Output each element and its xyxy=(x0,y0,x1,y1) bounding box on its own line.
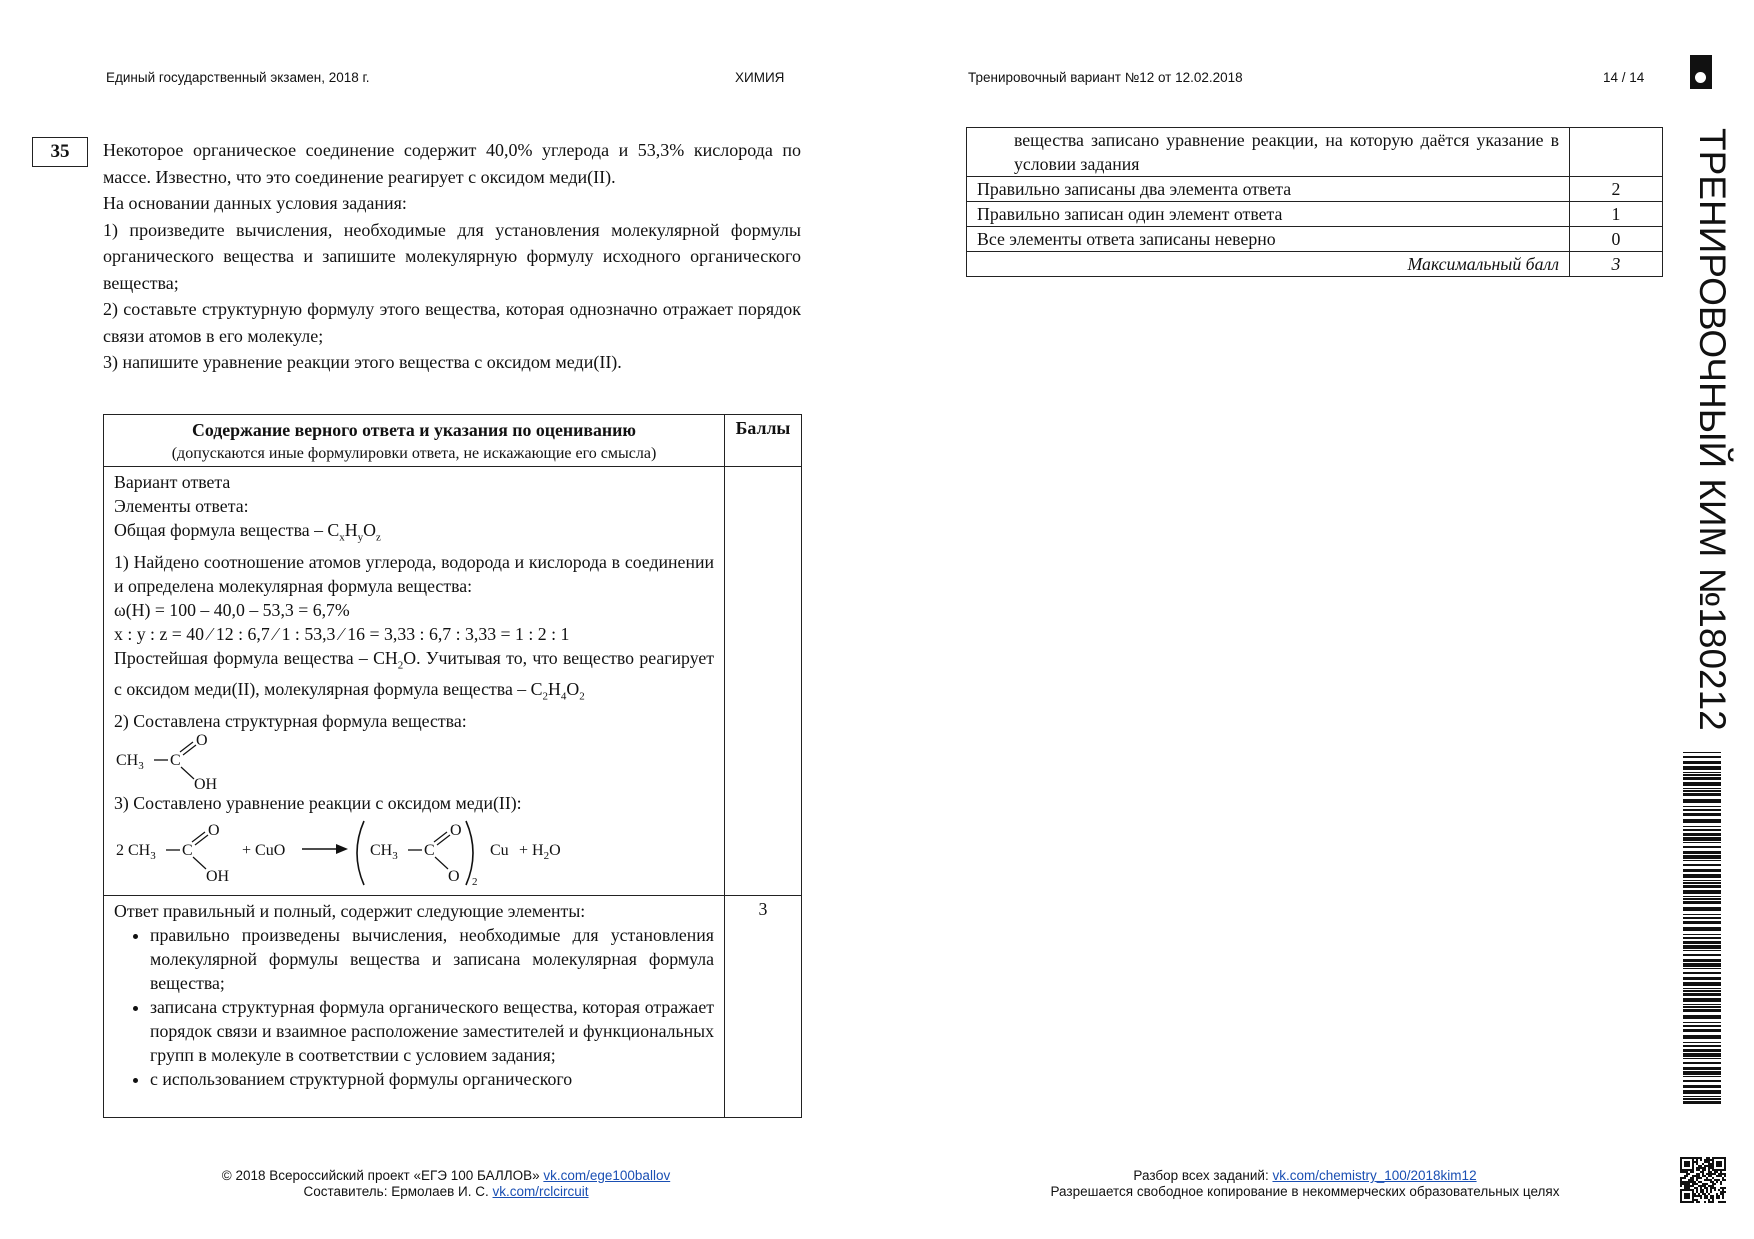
score-row-text: Правильно записан один элемент ответа xyxy=(967,202,1570,227)
task-paragraph: 2) составьте структурную формулу этого вещества, которая однозначно отражает порядок связи атомов в его молекуле; xyxy=(103,299,801,346)
corner-marker xyxy=(1690,55,1712,89)
task-paragraph: На основании данных условия задания: xyxy=(103,193,407,213)
continuation-text: вещества записано уравнение реакции, на которую даётся указание в условии задания xyxy=(967,128,1570,177)
qr-code xyxy=(1680,1157,1726,1203)
continuation-points xyxy=(1570,128,1663,177)
analysis-text: Разбор всех заданий: xyxy=(1133,1168,1269,1183)
points-header: Баллы xyxy=(725,415,802,467)
svg-text:C: C xyxy=(170,751,181,769)
svg-text:2: 2 xyxy=(472,875,478,887)
ege-link[interactable]: vk.com/ege100ballov xyxy=(543,1168,671,1183)
svg-text:C: C xyxy=(182,841,193,859)
answer-header-title: Содержание верного ответа и указания по оцениванию xyxy=(192,420,636,440)
svg-text:+ CuO: + CuO xyxy=(242,841,286,859)
scoring-table xyxy=(966,127,1663,277)
answer-table xyxy=(103,414,802,1118)
criteria-item: • правильно произведены вычисления, необходимые для установления молекулярной формулы вещества и записана молекулярная формула вещества; xyxy=(150,923,714,995)
svg-text:OH: OH xyxy=(206,867,230,885)
barcode xyxy=(1683,752,1721,1102)
score-row-points: 0 xyxy=(1570,227,1663,252)
step2-text: 2) Составлена структурная формула вещества: xyxy=(114,710,467,731)
svg-text:O: O xyxy=(208,821,220,839)
page-number: 14 / 14 xyxy=(1603,70,1645,85)
task-paragraph: 1) произведите вычисления, необходимые для установления молекулярной формулы органического вещества и запишите молекулярную формулу исходного органического вещества; xyxy=(103,219,801,293)
copyright-text: © 2018 Всероссийский проект «ЕГЭ 100 БАЛЛОВ» xyxy=(221,1168,540,1183)
answer-content-cell xyxy=(104,467,725,896)
svg-text:CH3: $CH_3$ xyxy=(370,841,398,862)
step1-text: 1) Найдено соотношение атомов углерода, водорода и кислорода в соединении и определена молекулярная формула вещества: xyxy=(114,551,714,596)
author-text: Составитель: Ермолаев И. С. xyxy=(303,1184,489,1199)
task-paragraph: Некоторое органическое соединение содержит 40,0% углерода и 53,3% кислорода по массе. Известно, что это соединение реагирует с оксидом меди(II). xyxy=(103,140,801,187)
footer-left xyxy=(160,1168,732,1200)
exam-title: Единый государственный экзамен, 2018 г. xyxy=(106,70,370,85)
task-statement xyxy=(103,137,801,376)
max-score-value: 3 xyxy=(1570,252,1663,277)
criteria-item: • с использованием структурной формулы органического xyxy=(150,1067,714,1091)
score-row-text: Правильно записаны два элемента ответа xyxy=(967,177,1570,202)
svg-text:C: C xyxy=(424,841,435,859)
svg-text:O: O xyxy=(448,867,460,885)
structural-formula xyxy=(114,733,314,791)
svg-text:Cu: Cu xyxy=(490,841,509,859)
elements-label: Элементы ответа: xyxy=(114,496,249,516)
variant-label: Вариант ответа xyxy=(114,472,231,492)
general-formula: Общая формула вещества – $C_xH_yO_z$ xyxy=(114,520,381,544)
score-row-text: Все элементы ответа записаны неверно xyxy=(967,227,1570,252)
criteria-item: • записана структурная формула органического вещества, которая отражает порядок связи и взаимное расположение заместителей и функциональных групп в молекуле в соответствии с условием задания; xyxy=(150,995,714,1067)
variant-title: Тренировочный вариант №12 от 12.02.2018 xyxy=(968,70,1243,85)
max-score-label: Максимальный балл xyxy=(967,252,1570,277)
criteria-points: 3 xyxy=(725,895,802,1117)
svg-text:O: O xyxy=(450,821,462,839)
criteria-list xyxy=(114,923,714,1091)
svg-text:OH: OH xyxy=(194,775,218,791)
footer-right xyxy=(1000,1168,1610,1200)
analysis-link[interactable]: vk.com/chemistry_100/2018kim12 xyxy=(1272,1168,1477,1183)
copy-permission: Разрешается свободное копирование в некоммерческих образовательных целях xyxy=(1050,1184,1560,1199)
task-number: 35 xyxy=(32,137,88,167)
answer-header-cell xyxy=(104,415,725,467)
criteria-intro: Ответ правильный и полный, содержит следующие элементы: xyxy=(114,900,586,921)
svg-text:O: O xyxy=(196,732,208,749)
reaction-equation xyxy=(114,815,714,887)
answer-header-note: (допускаются иные формулировки ответа, не искажающие его смысла) xyxy=(171,445,657,462)
ratio-line: x : y : z = 40 ⁄ 12 : 6,7 ⁄ 1 : 53,3 ⁄ 16 = 3,33 : 6,7 : 3,33 = 1 : 2 : 1 xyxy=(114,623,570,644)
simplest-formula: Простейшая формула вещества – $CH_2O$. Учитывая то, что вещество реагирует с оксидом меди(II), молекулярная формула вещества – $C_2H_4O_2$ xyxy=(114,647,715,703)
author-link[interactable]: vk.com/rclcircuit xyxy=(492,1184,589,1199)
score-row-points: 1 xyxy=(1570,202,1663,227)
step3-text: 3) Составлено уравнение реакции с оксидом меди(II): xyxy=(114,792,522,813)
side-title: ТРЕНИРОВОЧНЫЙ КИМ №180212 xyxy=(1692,128,1733,731)
svg-text:2 CH3: 2 $CH_3$ xyxy=(116,841,156,862)
subject-title: ХИМИЯ xyxy=(735,70,785,85)
svg-text:CH3: $CH_3$ xyxy=(116,751,144,772)
points-empty-cell xyxy=(725,467,802,896)
criteria-cell xyxy=(104,895,725,1117)
score-row-points: 2 xyxy=(1570,177,1663,202)
omega-line: ω(H) = 100 – 40,0 – 53,3 = 6,7% xyxy=(114,599,350,620)
svg-text:+ H2O: + $H_2O$ xyxy=(519,841,561,862)
task-paragraph: 3) напишите уравнение реакции этого вещества с оксидом меди(II). xyxy=(103,352,622,372)
